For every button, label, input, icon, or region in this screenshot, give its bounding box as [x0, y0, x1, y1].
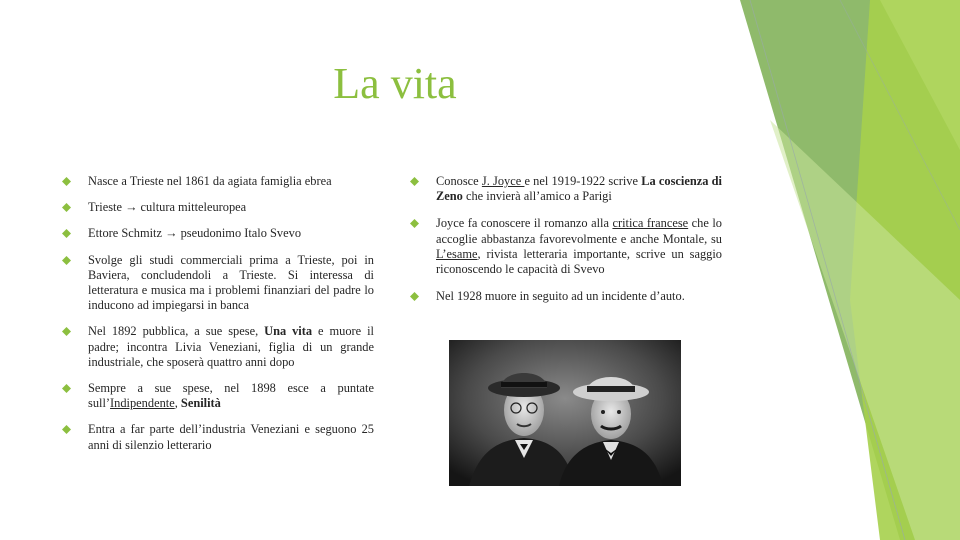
bullet-diamond-icon [62, 256, 71, 265]
bullet-diamond-icon [62, 425, 71, 434]
bullet-text: che lo accoglie abbastanza favorevolmente e anche Montale, su [436, 216, 722, 246]
bullet-item [62, 200, 374, 215]
slide-title: La vita [333, 59, 457, 108]
bullet-diamond-icon [410, 292, 419, 301]
bullet-text: Joyce fa conoscere il romanzo alla [436, 216, 613, 231]
bullet-diamond-icon [62, 177, 71, 186]
bullet-text: Indipendente [110, 396, 175, 411]
bullet-diamond-icon [62, 384, 71, 393]
bullet-text: Ettore Schmitz → pseudonimo Italo Svevo [88, 226, 302, 241]
bullet-text: critica francese [612, 216, 689, 231]
bullet-diamond-icon [62, 203, 71, 212]
bullet-diamond-icon [62, 327, 71, 336]
bullet-text: che invierà all’amico a Parigi [462, 189, 612, 204]
portrait-photo [449, 340, 681, 486]
bullet-text: e muore il padre; incontra Livia Veneziani, figlia di un grande industriale, che sposerà quattro anni dopo [88, 324, 374, 369]
bullet-text: Una vita [264, 324, 313, 339]
bullet-diamond-icon [410, 219, 419, 228]
bullet-text: L’esame [436, 246, 478, 261]
bullet-text: Nel 1892 pubblica, a sue spese, [88, 324, 265, 339]
bullet-item [62, 324, 374, 370]
bullet-item [410, 289, 722, 304]
bullet-text: e nel 1919-1922 scrive [524, 174, 642, 188]
bullet-text: J. Joyce [481, 174, 525, 188]
bullet-item [62, 381, 374, 411]
bullet-text: Entra a far parte dell’industria Veneziani e seguono 25 anni di silenzio letterario [88, 422, 374, 452]
bullet-text: Senilità [180, 396, 221, 411]
bullet-text: Sempre a sue spese, nel 1898 esce a puntate sull’ [88, 381, 374, 411]
bullet-item [62, 253, 374, 314]
bullet-diamond-icon [62, 229, 71, 238]
right-bullet-list [410, 174, 722, 316]
bullet-item [410, 174, 722, 204]
bullet-item [62, 422, 374, 452]
bullet-item [62, 174, 374, 189]
bullet-text: La coscienza di Zeno [436, 174, 722, 204]
bullet-text: Nel 1928 muore in seguito ad un incidente d’auto. [436, 289, 685, 304]
bullet-text: , [174, 396, 181, 411]
bullet-diamond-icon [410, 177, 419, 186]
bullet-item [62, 226, 374, 241]
bullet-text: Nasce a Trieste nel 1861 da agiata famiglia ebrea [88, 174, 332, 188]
decorative-green-shapes [730, 0, 960, 540]
bullet-item [410, 216, 722, 277]
bullet-text: Trieste → cultura mitteleuropea [88, 200, 247, 215]
bullet-text: , rivista letteraria importante, scrive un saggio riconoscendo le capacità di Svevo [436, 246, 722, 277]
bullet-text: Conosce [436, 174, 482, 188]
left-bullet-list [62, 174, 374, 464]
bullet-text: Svolge gli studi commerciali prima a Trieste, poi in Baviera, concludendoli a Trieste. Si interessa di letteratura e musica ma i problemi finanziari del padre lo inducono ad impiegarsi in banca [88, 252, 374, 313]
